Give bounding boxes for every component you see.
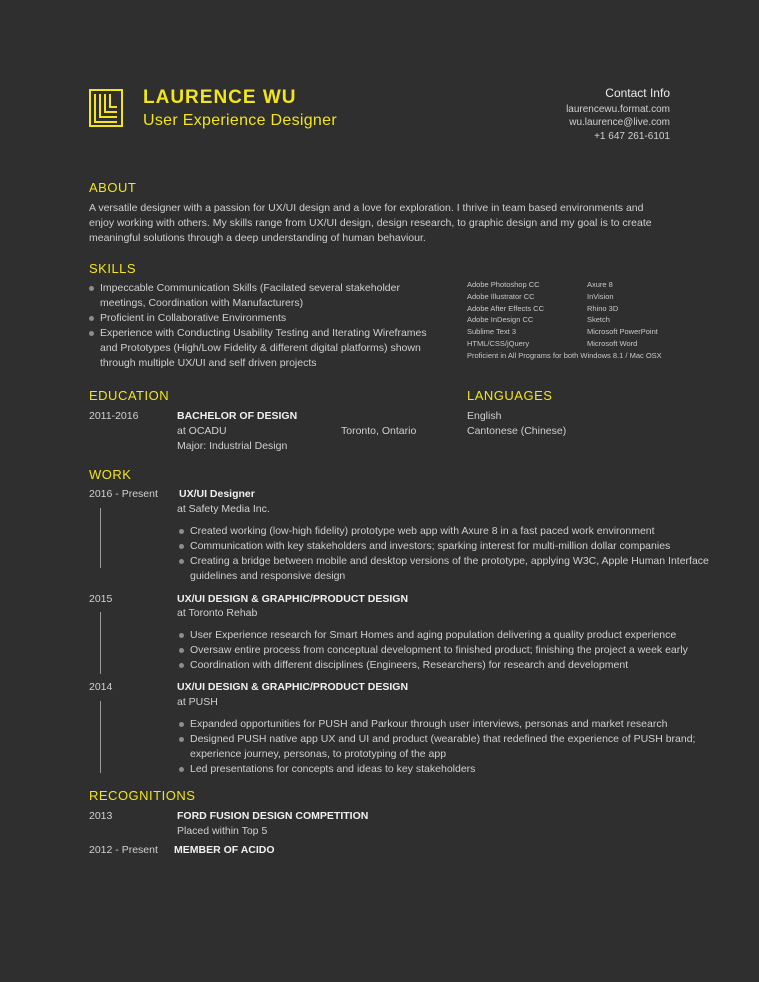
skill-item: Proficient in Collaborative Environments <box>89 311 444 326</box>
job-bullet: Led presentations for concepts and ideas to key stakeholders <box>177 762 717 777</box>
tool-item: Adobe Photoshop CC <box>467 280 540 289</box>
job-bullet: Designed PUSH native app UX and UI and product (wearable) that redefined the experience of PUSH brand; experience journey, personas, to prototyping of the app <box>177 732 717 762</box>
job-years: 2016 - Present <box>89 488 158 500</box>
languages-heading: LANGUAGES <box>467 388 553 403</box>
education-major: Major: Industrial Design <box>177 440 288 452</box>
job-company: at Toronto Rehab <box>177 607 258 619</box>
education-years: 2011-2016 <box>89 410 139 422</box>
recognition-years: 2012 - Present <box>89 844 158 856</box>
job-bullets <box>177 524 717 584</box>
recognition-title: MEMBER OF ACIDO <box>174 844 275 856</box>
job-bullet: User Experience research for Smart Homes and aging population delivering a quality product experience <box>177 628 717 643</box>
recognition-title: FORD FUSION DESIGN COMPETITION <box>177 810 369 822</box>
contact-info <box>566 87 670 143</box>
recognition-years: 2013 <box>89 810 113 822</box>
tool-item: Adobe InDesign CC <box>467 315 534 325</box>
tools-column-1 <box>467 279 582 350</box>
tools-note: Proficient in All Programs for both Windows 8.1 / Mac OSX <box>467 351 662 360</box>
about-text: A versatile designer with a passion for UX/UI design and a love for exploration. I thrive in team based environments and enjoy working with others. My skills range from UX/UI design, design research, to graphic design and my goal is to create meaningful solutions through a deep understanding of human behaviour. <box>89 202 652 244</box>
resume-role: User Experience Designer <box>143 112 337 129</box>
education-heading: EDUCATION <box>89 388 170 403</box>
tool-item: Microsoft Word <box>587 338 638 348</box>
job-bullets <box>177 628 717 673</box>
job-bullet: Communication with key stakeholders and investors; sparking interest for multi-million dollar companies <box>177 539 717 554</box>
skill-item: Impeccable Communication Skills (Facilated several stakeholder meetings, Coordination with Manufacturers) <box>89 281 444 311</box>
language-item: Cantonese (Chinese) <box>467 425 567 437</box>
job-title: UX/UI DESIGN & GRAPHIC/PRODUCT DESIGN <box>177 593 409 605</box>
tool-item: Rhino 3D <box>587 303 619 313</box>
tool-item: Adobe Illustrator CC <box>467 291 535 301</box>
tool-item: Sublime Text 3 <box>467 327 517 337</box>
tool-item: Adobe After Effects CC <box>467 303 544 313</box>
tool-item: HTML/CSS/jQuery <box>467 338 530 348</box>
timeline-line <box>100 612 101 674</box>
job-company: at PUSH <box>177 696 218 708</box>
job-title: UX/UI Designer <box>179 488 255 500</box>
about-heading: ABOUT <box>89 180 137 195</box>
job-years: 2014 <box>89 681 113 693</box>
job-company: at Safety Media Inc. <box>177 503 270 515</box>
contact-email[interactable]: wu.laurence@live.com <box>569 117 670 128</box>
job-bullet: Created working (low-high fidelity) prototype web app with Axure 8 in a fast paced work environment <box>177 524 717 539</box>
job-bullet: Expanded opportunities for PUSH and Parkour through user interviews, personas and market research <box>177 717 717 732</box>
tool-item: InVision <box>587 291 614 301</box>
language-item: English <box>467 410 502 422</box>
job-title: UX/UI DESIGN & GRAPHIC/PRODUCT DESIGN <box>177 681 409 693</box>
work-heading: WORK <box>89 467 132 482</box>
contact-title: Contact Info <box>605 86 670 100</box>
resume-name: LAURENCE WU <box>143 87 297 108</box>
job-bullets <box>177 717 717 777</box>
timeline-line <box>100 701 101 773</box>
tool-item: Axure 8 <box>587 280 613 289</box>
skills-heading: SKILLS <box>89 261 137 276</box>
contact-phone: +1 647 261-6101 <box>594 130 670 142</box>
education-school: at OCADU <box>177 425 227 437</box>
tools-column-2 <box>587 279 697 350</box>
timeline-line <box>100 508 101 568</box>
job-bullet: Creating a bridge between mobile and desktop versions of the prototype, applying W3C, Apple Human Interface guidelines and responsive design <box>177 554 717 584</box>
skills-list <box>89 281 444 371</box>
recognition-detail: Placed within Top 5 <box>177 825 268 837</box>
monogram-logo-icon <box>89 89 123 127</box>
recognitions-heading: RECOGNITIONS <box>89 788 196 803</box>
skill-item: Experience with Conducting Usability Testing and Iterating Wireframes and Prototypes (High/Low Fidelity & different digital platforms) shown through multiple UX/UI and self driven projects <box>89 326 444 371</box>
job-bullet: Oversaw entire process from conceptual development to finished product; finishing the project a week early <box>177 643 717 658</box>
contact-website[interactable]: laurencewu.format.com <box>566 103 670 115</box>
job-years: 2015 <box>89 593 113 605</box>
job-bullet: Coordination with different disciplines (Engineers, Researchers) for research and development <box>177 658 717 673</box>
education-degree: BACHELOR OF DESIGN <box>177 410 298 422</box>
tool-item: Microsoft PowerPoint <box>587 327 658 337</box>
tool-item: Sketch <box>587 315 610 325</box>
education-location: Toronto, Ontario <box>341 425 417 437</box>
